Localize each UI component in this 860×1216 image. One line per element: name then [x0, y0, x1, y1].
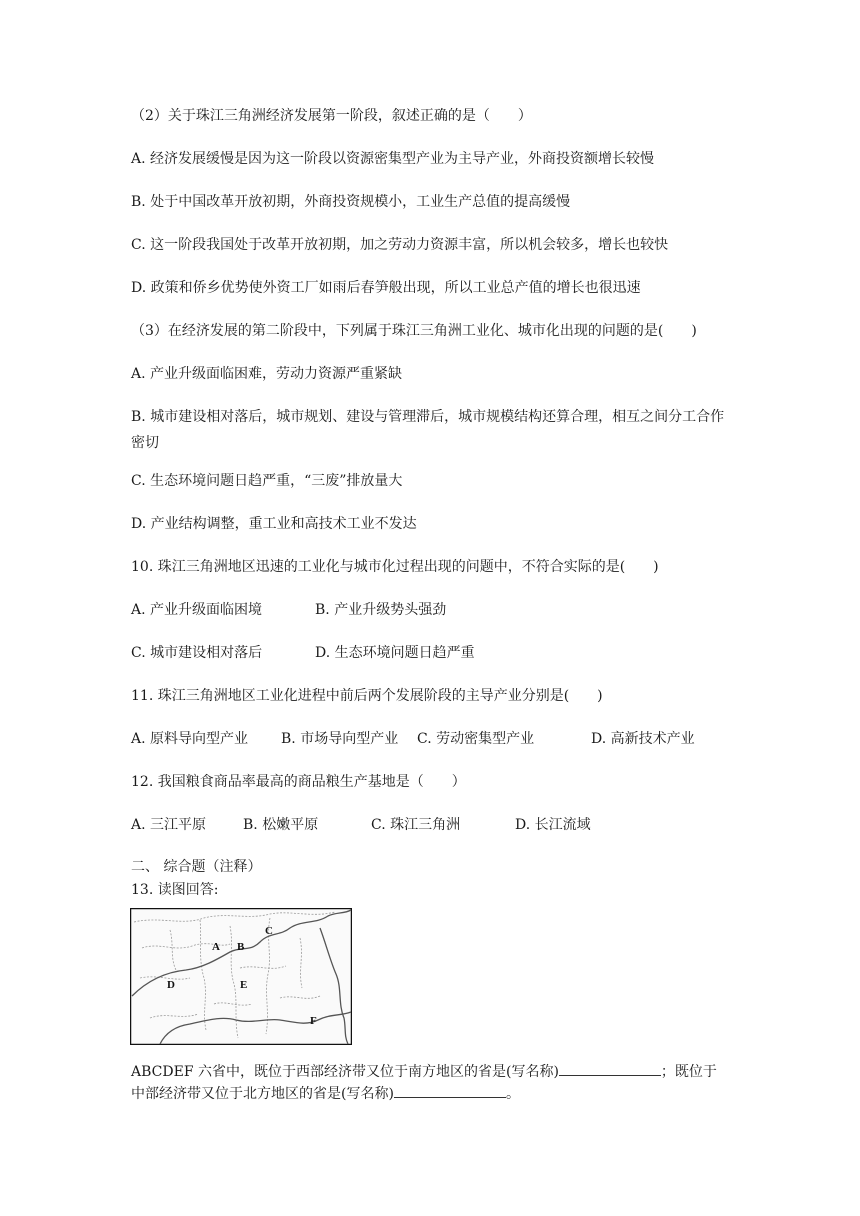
q11-options-row — [131, 729, 695, 749]
q11-option-a: A. 原料导向型产业 — [131, 731, 249, 747]
q9-sub3-stem: （3）在经济发展的第二阶段中，下列属于珠江三角洲工业化、城市化出现的问题的是( ) — [131, 323, 697, 339]
q10-option-d: D. 生态环境问题日趋严重 — [315, 645, 475, 661]
q13-answer-blank-2[interactable] — [394, 1083, 506, 1098]
q12-stem: 12. 我国粮食商品率最高的商品粮生产基地是（ ） — [131, 774, 466, 790]
q12-option-b: B. 松嫩平原 — [243, 817, 319, 833]
map-label-f: F — [310, 1015, 317, 1027]
q13-answer-blank-1[interactable] — [559, 1061, 661, 1076]
map-label-c: C — [265, 925, 273, 937]
q12-option-a: A. 三江平原 — [131, 817, 207, 833]
q13-stem: 13. 读图回答: — [131, 882, 219, 898]
q13-text-part2: ；既位于 — [660, 1064, 717, 1080]
q12-option-d: D. 长江流域 — [515, 817, 591, 833]
q11-option-b: B. 市场导向型产业 — [281, 731, 399, 747]
map-label-e: E — [240, 979, 248, 991]
q9-sub3-option-d: D. 产业结构调整，重工业和高技术工业不发达 — [131, 516, 417, 532]
map-label-a: A — [212, 941, 220, 953]
q11-option-c: C. 劳动密集型产业 — [417, 731, 535, 747]
q13-text-part4: 。 — [505, 1086, 520, 1102]
q10-stem: 10. 珠江三角洲地区迅速的工业化与城市化过程出现的问题中，不符合实际的是( ) — [131, 559, 659, 575]
q9-sub2-option-c: C. 这一阶段我国处于改革开放初期，加之劳动力资源丰富，所以机会较多，增长也较快 — [131, 237, 669, 253]
q10-option-b: B. 产业升级势头强劲 — [315, 602, 447, 618]
q9-sub2-option-b: B. 处于中国改革开放初期，外商投资规模小，工业生产总值的提高缓慢 — [131, 194, 571, 210]
q10-options-row1 — [131, 600, 446, 620]
q9-sub3-option-b: B. 城市建设相对落后，城市规划、建设与管理滞后，城市规模结构还算合理，相互之间分工合作密切 — [131, 409, 725, 451]
q12-option-c: C. 珠江三角洲 — [371, 817, 461, 833]
q13-text-line1 — [131, 1061, 717, 1082]
q9-sub2-option-d: D. 政策和侨乡优势使外资工厂如雨后春笋般出现，所以工业总产值的增长也很迅速 — [131, 280, 641, 296]
q9-sub3-option-c: C. 生态环境问题日趋严重，“三废”排放量大 — [131, 473, 403, 489]
q10-options-row2 — [131, 643, 475, 663]
q9-sub2-option-a: A. 经济发展缓慢是因为这一阶段以资源密集型产业为主导产业，外商投资额增长较慢 — [131, 151, 655, 167]
china-province-map — [130, 908, 352, 1045]
q10-option-c: C. 城市建设相对落后 — [131, 645, 263, 661]
map-label-b: B — [237, 941, 245, 953]
q9-sub2-stem: （2）关于珠江三角洲经济发展第一阶段，叙述正确的是（ ） — [131, 108, 532, 124]
section-heading: 二、 综合题（注释） — [131, 859, 262, 875]
q13-text-part1: ABCDEF 六省中，既位于西部经济带又位于南方地区的省是(写名称) — [131, 1064, 559, 1080]
q12-options-row — [131, 815, 591, 835]
q11-option-d: D. 高新技术产业 — [591, 731, 695, 747]
q13-text-part3: 中部经济带又位于北方地区的省是(写名称) — [131, 1086, 394, 1102]
q10-option-a: A. 产业升级面临困境 — [131, 602, 263, 618]
q11-stem: 11. 珠江三角洲地区工业化进程中前后两个发展阶段的主导产业分别是( ) — [131, 688, 603, 704]
q9-sub3-option-a: A. 产业升级面临困难，劳动力资源严重紧缺 — [131, 366, 403, 382]
q13-text-line2 — [131, 1083, 520, 1104]
map-label-d: D — [167, 979, 175, 991]
